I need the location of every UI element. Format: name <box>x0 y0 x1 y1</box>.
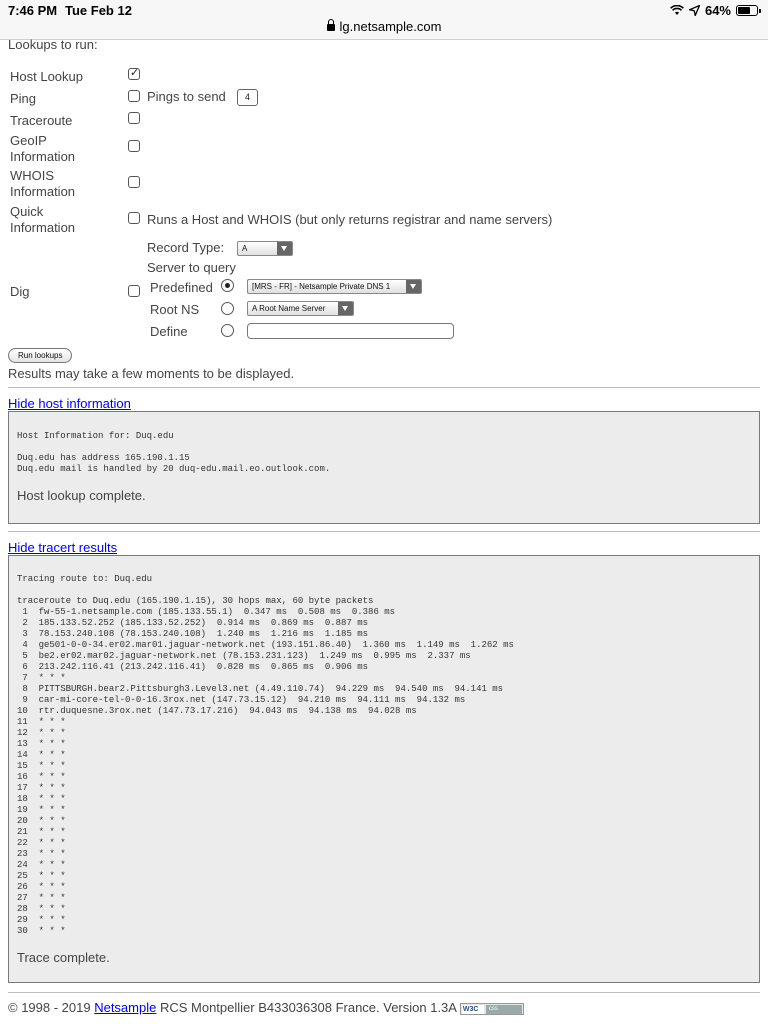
host-results-lines <box>17 453 330 475</box>
trace-hop-line: 2 185.133.52.252 (185.133.52.252) 0.914 ms 0.869 ms 0.887 ms <box>17 618 369 628</box>
record-type-value: A <box>242 244 248 253</box>
chevron-down-icon <box>406 280 421 293</box>
host-lookup-complete: Host lookup complete. <box>17 488 146 503</box>
ping-checkbox[interactable] <box>128 90 140 102</box>
footer <box>8 1000 524 1016</box>
trace-hop-line: 3 78.153.240.108 (78.153.240.108) 1.240 ms 1.216 ms 1.185 ms <box>17 629 369 639</box>
divider <box>8 531 760 532</box>
define-server-input[interactable] <box>247 323 454 339</box>
url-text: lg.netsample.com <box>339 19 442 34</box>
traceroute-checkbox[interactable] <box>128 112 140 124</box>
battery-percent: 64% <box>704 3 731 18</box>
trace-hop-line: 22 * * * <box>17 838 66 848</box>
quick-label-line2: Information <box>10 220 76 235</box>
host-result-line: Duq.edu has address 165.190.1.15 <box>17 453 190 463</box>
host-results-box <box>8 411 760 524</box>
geoip-checkbox[interactable] <box>128 140 140 152</box>
root-ns-value: A Root Name Server <box>252 304 326 313</box>
status-bar <box>0 0 768 40</box>
trace-hop-line: 25 * * * <box>17 871 66 881</box>
trace-hop-line: 23 * * * <box>17 849 66 859</box>
chevron-down-icon <box>338 302 353 315</box>
date: Tue Feb 12 <box>65 3 132 18</box>
netsample-link[interactable]: Netsample <box>94 1000 157 1015</box>
record-type-select[interactable] <box>237 241 293 256</box>
whois-label-line1: WHOIS <box>10 168 55 183</box>
host-results-title: Host Information for: Duq.edu <box>17 431 174 441</box>
w3c-css-badge[interactable] <box>460 1003 524 1015</box>
results-note: Results may take a few moments to be displayed. <box>8 366 295 381</box>
root-ns-label: Root NS <box>150 302 200 317</box>
trace-header-line: traceroute to Duq.edu (165.190.1.15), 30 hops max, 60 byte packets <box>17 596 374 606</box>
trace-hop-line: 12 * * * <box>17 728 66 738</box>
define-radio[interactable] <box>221 324 234 337</box>
status-icons <box>670 3 758 18</box>
predefined-label: Predefined <box>150 280 213 295</box>
trace-hop-line: 16 * * * <box>17 772 66 782</box>
wifi-icon <box>670 5 684 16</box>
geoip-label-line2: Information <box>10 149 76 164</box>
battery-icon <box>736 5 758 16</box>
url-bar[interactable] <box>0 19 768 34</box>
css-badge-label: css <box>486 1005 522 1014</box>
ping-label: Ping <box>10 91 37 106</box>
host-result-line: Duq.edu mail is handled by 20 duq-edu.mail.eo.outlook.com. <box>17 464 331 474</box>
quick-label-line1: Quick <box>10 204 44 219</box>
divider <box>8 992 760 993</box>
predefined-server-select[interactable] <box>247 279 422 294</box>
host-lookup-label: Host Lookup <box>10 69 83 84</box>
trace-hop-line: 1 fw-55-1.netsample.com (185.133.55.1) 0.347 ms 0.508 ms 0.386 ms <box>17 607 396 617</box>
trace-hop-line: 13 * * * <box>17 739 66 749</box>
trace-results-box <box>8 555 760 983</box>
trace-hop-line: 24 * * * <box>17 860 66 870</box>
whois-label <box>10 168 75 200</box>
trace-hop-line: 21 * * * <box>17 827 66 837</box>
footer-company-info: RCS Montpellier B433036308 France. Version 1.3A <box>156 1000 457 1015</box>
root-ns-radio[interactable] <box>221 302 234 315</box>
quick-description: Runs a Host and WHOIS (but only returns registrar and name servers) <box>147 212 553 227</box>
divider <box>8 387 760 388</box>
trace-results-title: Tracing route to: Duq.edu <box>17 574 153 584</box>
quick-checkbox[interactable] <box>128 212 140 224</box>
trace-complete: Trace complete. <box>17 950 110 965</box>
quick-label <box>10 204 75 236</box>
trace-hop-line: 17 * * * <box>17 783 66 793</box>
define-label: Define <box>150 324 188 339</box>
hide-tracert-link[interactable]: Hide tracert results <box>8 540 118 555</box>
trace-hop-line: 29 * * * <box>17 915 66 925</box>
dig-label: Dig <box>10 284 30 299</box>
traceroute-label: Traceroute <box>10 113 73 128</box>
trace-hop-line: 18 * * * <box>17 794 66 804</box>
trace-hop-line: 4 ge501-0-0-34.er02.mar01.jaguar-network.net (193.151.86.40) 1.360 ms 1.149 ms 1.262 ms <box>17 640 514 650</box>
lookups-heading: Lookups to run: <box>8 37 98 52</box>
predefined-server-value: [MRS - FR] - Netsample Private DNS 1 <box>252 282 391 291</box>
trace-hop-line: 27 * * * <box>17 893 66 903</box>
location-arrow-icon <box>689 5 700 16</box>
trace-hop-line: 26 * * * <box>17 882 66 892</box>
trace-hop-line: 8 PITTSBURGH.bear2.Pittsburgh3.Level3.net (4.49.110.74) 94.229 ms 94.540 ms 94.141 ms <box>17 684 504 694</box>
geoip-label <box>10 133 75 165</box>
whois-label-line2: Information <box>10 184 76 199</box>
whois-checkbox[interactable] <box>128 176 140 188</box>
chevron-down-icon <box>277 242 292 255</box>
trace-hop-line: 19 * * * <box>17 805 66 815</box>
hide-host-info-link[interactable]: Hide host information <box>8 396 131 411</box>
trace-hop-line: 15 * * * <box>17 761 66 771</box>
trace-hop-line: 9 car-mi-core-tel-0-0-16.3rox.net (147.73.15.12) 94.210 ms 94.111 ms 94.132 ms <box>17 695 466 705</box>
lock-icon <box>327 24 335 31</box>
trace-hop-line: 28 * * * <box>17 904 66 914</box>
trace-hop-line: 5 be2.er02.mar02.jaguar-network.net (78.153.231.123) 1.249 ms 0.995 ms 2.337 ms <box>17 651 471 661</box>
trace-hop-line: 6 213.242.116.41 (213.242.116.41) 0.828 ms 0.865 ms 0.906 ms <box>17 662 369 672</box>
pings-to-send-input[interactable]: 4 <box>237 89 258 106</box>
trace-hop-line: 11 * * * <box>17 717 66 727</box>
clock: 7:46 PM <box>8 3 58 18</box>
footer-copyright: © 1998 - 2019 <box>8 1000 95 1015</box>
trace-hops-list <box>17 607 514 937</box>
run-lookups-button[interactable]: Run lookups <box>8 348 72 363</box>
trace-hop-line: 10 rtr.duquesne.3rox.net (147.73.17.216) 94.043 ms 94.138 ms 94.028 ms <box>17 706 417 716</box>
w3c-badge-label: W3C <box>462 1005 484 1014</box>
server-to-query-label: Server to query <box>147 260 236 275</box>
dig-checkbox[interactable] <box>128 285 140 297</box>
trace-hop-line: 7 * * * <box>17 673 66 683</box>
root-ns-select[interactable] <box>247 301 354 316</box>
geoip-label-line1: GeoIP <box>10 133 47 148</box>
trace-hop-line: 20 * * * <box>17 816 66 826</box>
trace-hop-line: 30 * * * <box>17 926 66 936</box>
trace-hop-line: 14 * * * <box>17 750 66 760</box>
predefined-radio[interactable] <box>221 279 234 292</box>
host-lookup-checkbox[interactable] <box>128 68 140 80</box>
record-type-label: Record Type: <box>147 240 225 255</box>
pings-to-send-label: Pings to send <box>147 89 226 104</box>
